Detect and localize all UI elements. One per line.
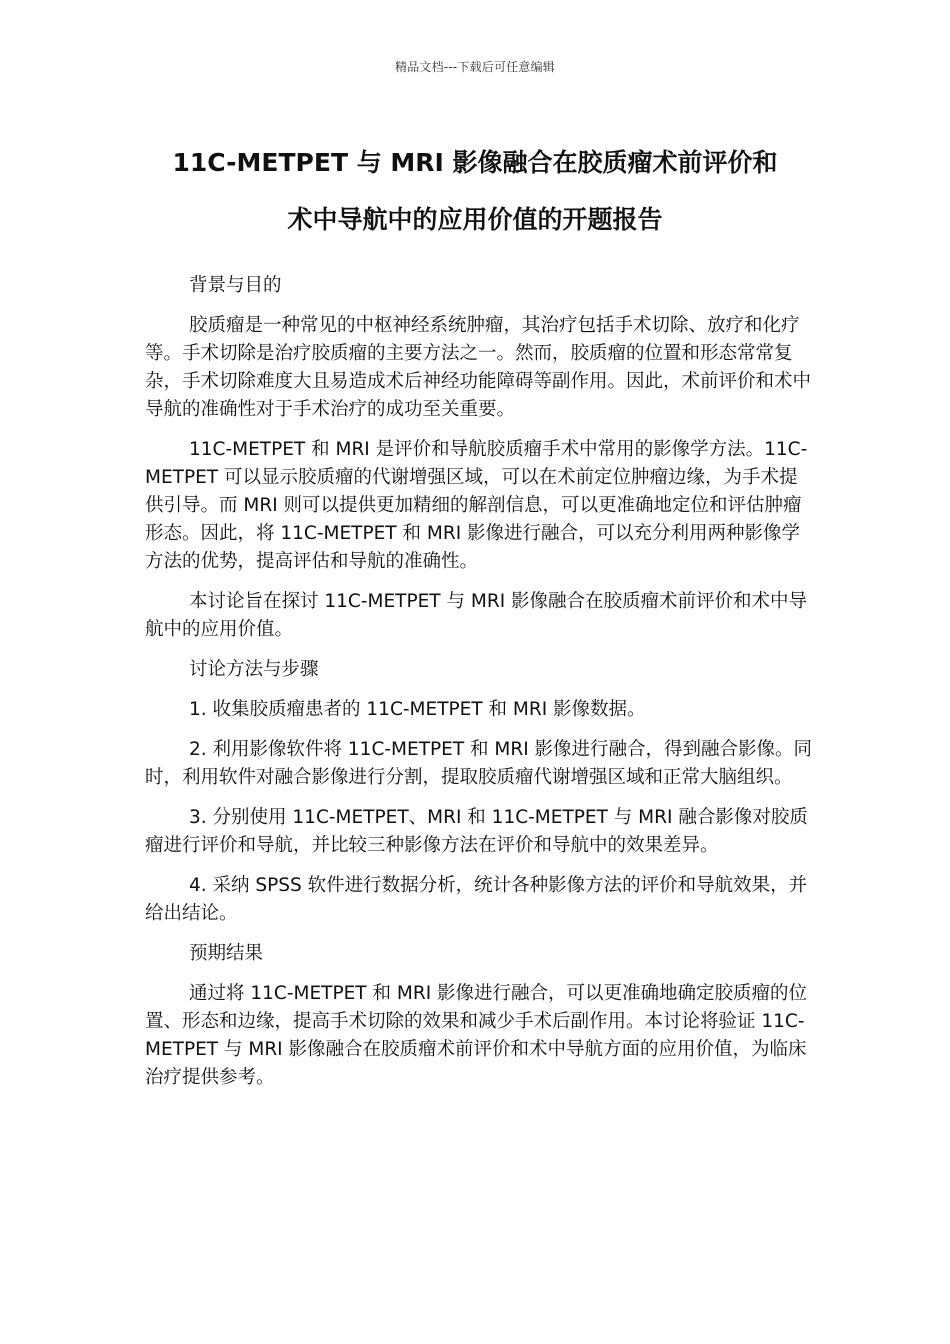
header-note: 精品文档---下载后可任意编辑 [395,60,555,74]
method-step-2: 2. 利用影像软件将 11C-METPET 和 MRI 影像进行融合，得到融合影像。同时，利用软件对融合影像进行分割，提取胶质瘤代谢增强区域和正常大脑组织。 [145,739,813,788]
paragraph-background-1: 胶质瘤是一种常见的中枢神经系统肿瘤，其治疗包括手术切除、放疗和化疗等。手术切除是治疗胶质瘤的主要方法之一。然而，胶质瘤的位置和形态常常复杂，手术切除难度大且易造成术后神经功能障碍等副作用。因此，术前评价和术中导航的准确性对于手术治疗的成功至关重要。 [145,315,812,420]
paragraph-expected-results: 通过将 11C-METPET 和 MRI 影像进行融合，可以更准确地确定胶质瘤的位置、形态和边缘，提高手术切除的效果和减少手术后副作用。本讨论将验证 11C-METPET 与 MRI 影像融合在胶质瘤术前评价和术中导航方面的应用价值，为临床治疗提供参考。 [145,983,808,1088]
document-title [100,134,850,248]
section-heading-background: 背景与目的 [189,275,282,296]
title-line-1: 11C-METPET 与 MRI 影像融合在胶质瘤术前评价和 [172,148,778,177]
paragraph-objective: 本讨论旨在探讨 11C-METPET 与 MRI 影像融合在胶质瘤术前评价和术中导航中的应用价值。 [145,591,808,640]
method-step-3: 3. 分别使用 11C-METPET、MRI 和 11C-METPET 与 MRI 融合影像对胶质瘤进行评价和导航，并比较三种影像方法在评价和导航中的效果差异。 [145,807,808,856]
title-line-2: 术中导航中的应用价值的开题报告 [287,205,663,234]
section-heading-methods: 讨论方法与步骤 [189,659,319,680]
section-heading-expected-results: 预期结果 [189,943,264,964]
paragraph-background-2: 11C-METPET 和 MRI 是评价和导航胶质瘤手术中常用的影像学方法。11C-METPET 可以显示胶质瘤的代谢增强区域，可以在术前定位肿瘤边缘，为手术提供引导。而 MRI 则可以提供更加精细的解剖信息，可以更准确地定位和评估肿瘤形态。因此，将 11C-METPET 和 MRI 影像进行融合，可以充分利用两种影像学方法的优势，提高评估和导航的准确性。 [145,439,808,572]
method-step-4: 4. 采纳 SPSS 软件进行数据分析，统计各种影像方法的评价和导航效果，并给出结论。 [145,875,808,924]
method-step-1: 1. 收集胶质瘤患者的 11C-METPET 和 MRI 影像数据。 [189,699,646,720]
document-body [145,272,813,1104]
